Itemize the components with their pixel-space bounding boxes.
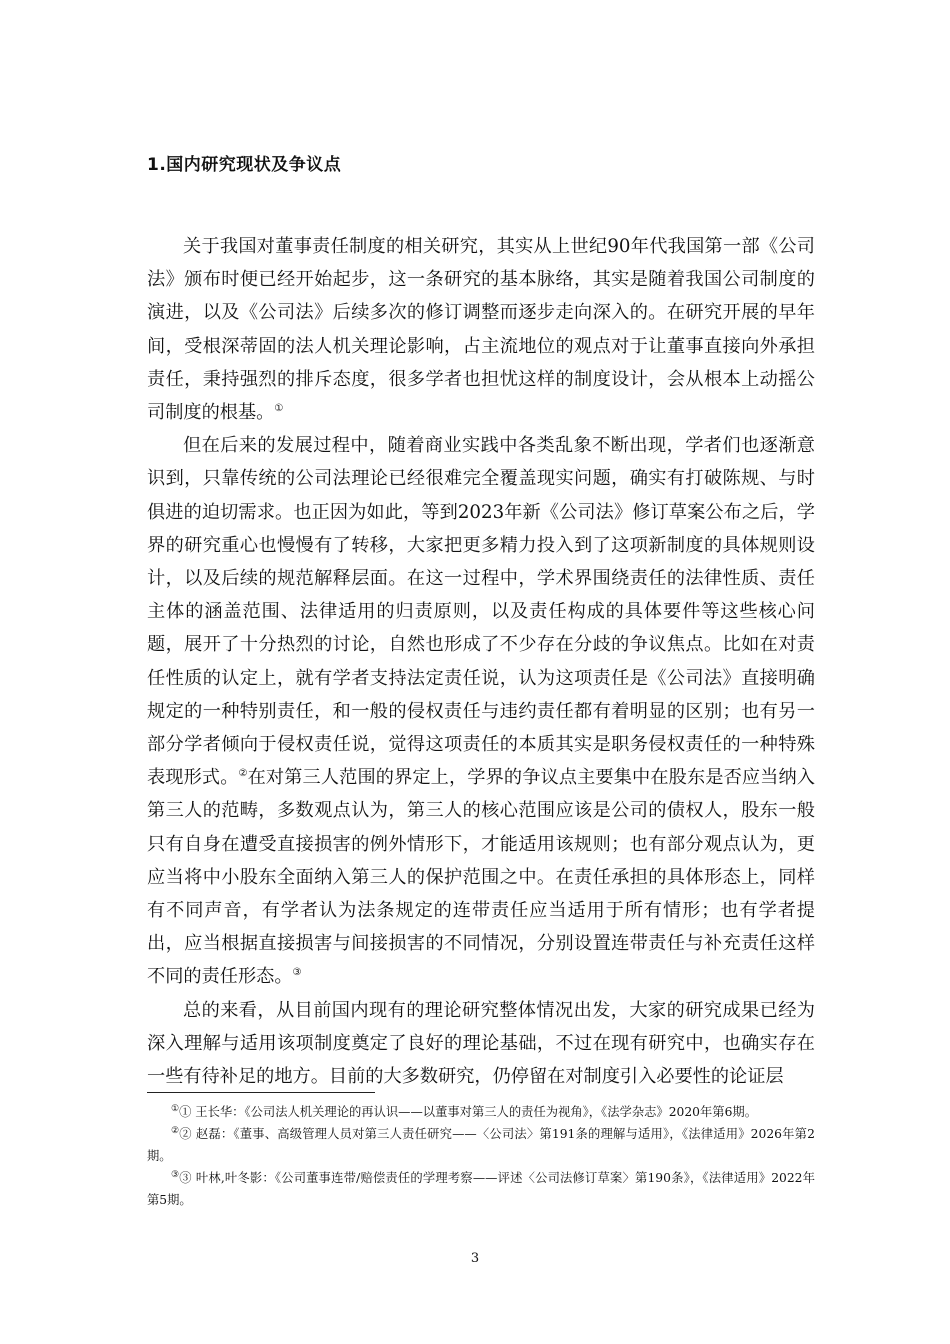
footnote-item: [147, 1123, 815, 1167]
footnote-text: ① 王长华：《公司法人机关理论的再认识——以董事对第三人的责任为视角》，《法学杂志》2020年第6期。: [179, 1105, 758, 1119]
footnote-mark: ③: [171, 1169, 180, 1180]
paragraph-text: 在对第三人范围的界定上，学界的争议点主要集中在股东是否应当纳入第三人的范畴，多数观点认为，第三人的核心范围应该是公司的债权人，股东一般只有自身在遭受直接损害的例外情形下，才能适用该规则；也有部分观点认为，更应当将中小股东全面纳入第三人的保护范围之中。在责任承担的具体形态上，同样有不同声音，有学者认为法条规定的连带责任应当适用于所有情形；也有学者提出，应当根据直接损害与间接损害的不同情况，分别设置连带责任与补充责任这样不同的责任形态。: [147, 767, 815, 988]
paragraph-text: 但在后来的发展过程中，随着商业实践中各类乱象不断出现，学者们也逐渐意识到，只靠传统的公司法理论已经很难完全覆盖现实问题，确实有打破陈规、与时俱进的迫切需求。也正因为如此，等到2023年新《公司法》修订草案公布之后，学界的研究重心也慢慢有了转移，大家把更多精力投入到了这项新制度的具体规则设计，以及后续的规范解释层面。在这一过程中，学术界围绕责任的法律性质、责任主体的涵盖范围、法律适用的归责原则，以及责任构成的具体要件等这些核心问题，展开了十分热烈的讨论，自然也形成了不少存在分歧的争议焦点。比如在对责任性质的认定上，就有学者支持法定责任说，认为这项责任是《公司法》直接明确规定的一种特别责任，和一般的侵权责任与违约责任都有着明显的区别；也有另一部分学者倾向于侵权责任说，觉得这项责任的本质其实是职务侵权责任的一种特殊表现形式。: [147, 435, 815, 789]
body-paragraph: [147, 230, 815, 429]
page-number: 3: [470, 1251, 480, 1266]
footnote-mark: ②: [171, 1125, 180, 1136]
body-text: [147, 230, 815, 1093]
body-paragraph: [147, 429, 815, 993]
footnote-reference[interactable]: ③: [292, 967, 302, 979]
section-heading: 1.国内研究现状及争议点: [147, 155, 342, 175]
footnote-mark: ①: [171, 1103, 180, 1114]
body-paragraph: [147, 994, 815, 1094]
paragraph-text: 关于我国对董事责任制度的相关研究，其实从上世纪90年代我国第一部《公司法》颁布时便已经开始起步，这一条研究的基本脉络，其实是随着我国公司制度的演进，以及《公司法》后续多次的修订调整而逐步走向深入的。在研究开展的早年间，受根深蒂固的法人机关理论影响，占主流地位的观点对于让董事直接向外承担责任，秉持强烈的排斥态度，很多学者也担忧这样的制度设计，会从根本上动摇公司制度的根基。: [147, 236, 815, 424]
footnote-item: [147, 1101, 815, 1123]
footnote-text: ③ 叶林,叶冬影：《公司董事连带/赔偿责任的学理考察——评述〈公司法修订草案〉第190条》，《法律适用》2022年第5期。: [147, 1171, 815, 1207]
footnote-text: ② 赵磊：《董事、高级管理人员对第三人责任研究——〈公司法〉第191条的理解与适用》，《法律适用》2026年第2期。: [147, 1127, 815, 1163]
footnote-separator: [147, 1092, 375, 1093]
footnotes: [147, 1101, 815, 1211]
footnote-item: [147, 1167, 815, 1211]
footnote-reference[interactable]: ②: [238, 768, 248, 780]
footnote-reference[interactable]: ①: [274, 402, 284, 414]
paragraph-text: 总的来看，从目前国内现有的理论研究整体情况出发，大家的研究成果已经为深入理解与适用该项制度奠定了良好的理论基础，不过在现有研究中，也确实存在一些有待补足的地方。目前的大多数研究，仍停留在对制度引入必要性的论证层: [147, 999, 815, 1088]
